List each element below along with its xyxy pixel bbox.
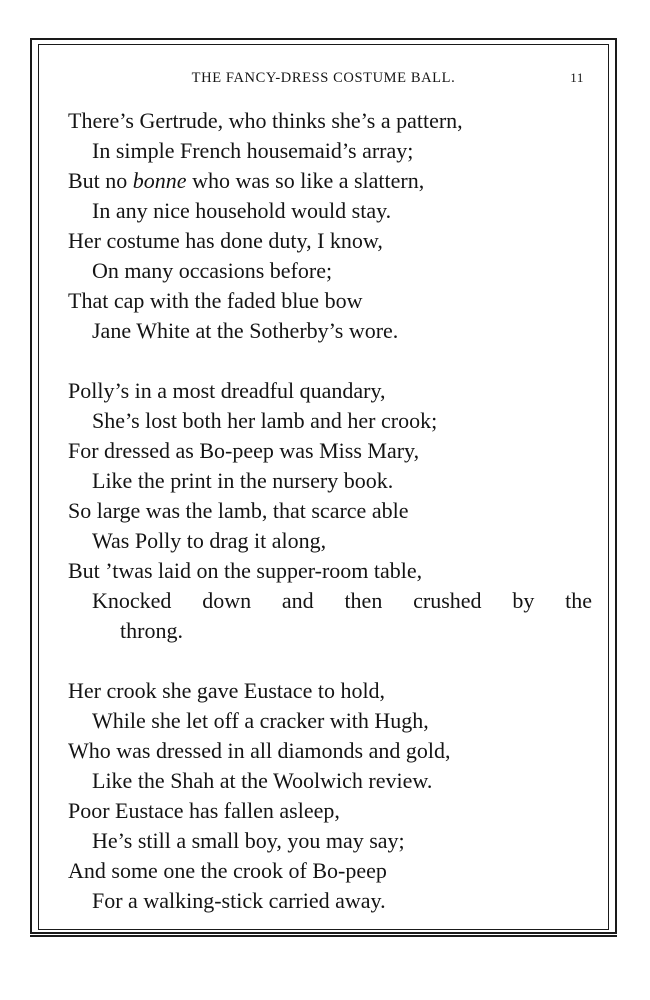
poem-line: In any nice household would stay. <box>92 198 392 223</box>
page-number: 11 <box>570 70 584 85</box>
poem-line: Who was dressed in all diamonds and gold, <box>68 738 451 763</box>
poem-line: And some one the crook of Bo-peep <box>68 858 387 883</box>
poem-line: She’s lost both her lamb and her crook; <box>92 408 438 433</box>
italic-word: bonne <box>132 168 187 193</box>
poem-line: For dressed as Bo-peep was Miss Mary, <box>68 438 420 463</box>
poem-line: Her costume has done duty, I know, <box>68 228 383 253</box>
poem-line: For a walking-stick carried away. <box>92 888 386 913</box>
running-title: THE FANCY-DRESS COSTUME BALL. <box>191 70 456 86</box>
poem-line: Knocked down and then crushed by the <box>92 588 592 613</box>
poem <box>68 106 592 916</box>
poem-line: Jane White at the Sotherby’s wore. <box>92 318 399 343</box>
running-header <box>38 70 609 90</box>
poem-line: There’s Gertrude, who thinks she’s a pattern, <box>68 108 463 133</box>
stanza-1 <box>68 106 592 346</box>
poem-line: Poor Eustace has fallen asleep, <box>68 798 340 823</box>
poem-line: On many occasions before; <box>92 258 333 283</box>
poem-line: In simple French housemaid’s array; <box>92 138 414 163</box>
poem-line: He’s still a small boy, you may say; <box>92 828 405 853</box>
poem-line-continuation: throng. <box>120 618 183 643</box>
stanza-3 <box>68 676 592 916</box>
stanza-2 <box>68 376 592 646</box>
poem-line-text: who was so like a slattern, <box>186 168 425 193</box>
poem-line: Like the print in the nursery book. <box>92 468 394 493</box>
poem-line: While she let off a cracker with Hugh, <box>92 708 429 733</box>
poem-line: So large was the lamb, that scarce able <box>68 498 409 523</box>
page-border-bottom-rule <box>30 935 617 937</box>
poem-line: That cap with the faded blue bow <box>68 288 363 313</box>
poem-line: Her crook she gave Eustace to hold, <box>68 678 386 703</box>
poem-line: Polly’s in a most dreadful quandary, <box>68 378 386 403</box>
poem-line-text: But no <box>68 168 133 193</box>
poem-line: Was Polly to drag it along, <box>92 528 327 553</box>
poem-line <box>68 166 592 196</box>
poem-line: Like the Shah at the Woolwich review. <box>92 768 433 793</box>
poem-line: But ’twas laid on the supper-room table, <box>68 558 423 583</box>
